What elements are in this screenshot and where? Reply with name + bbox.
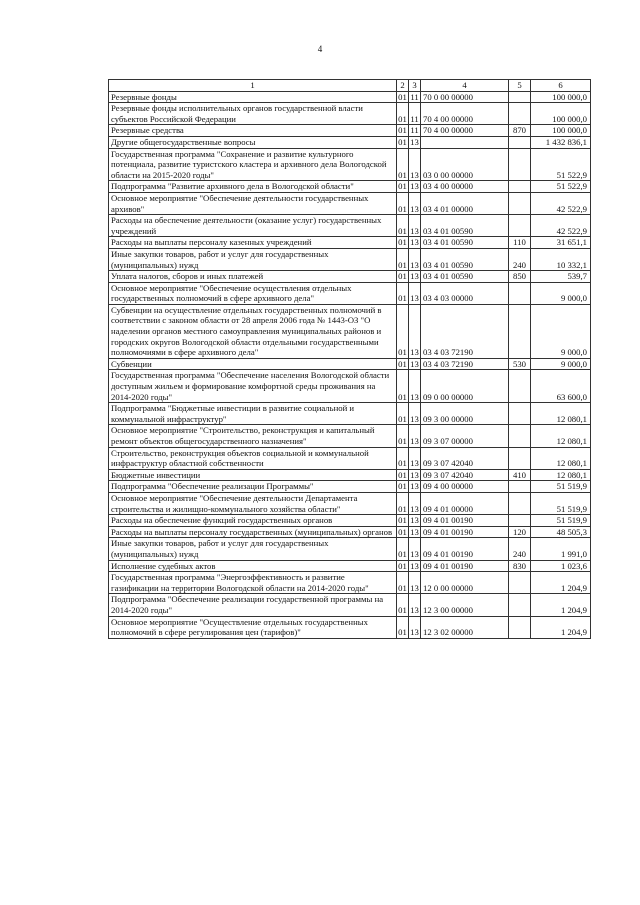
row-expense-type-cell <box>509 215 531 237</box>
row-subsection-cell: 13 <box>409 148 421 181</box>
table-row <box>109 447 591 469</box>
row-target-code-cell: 03 4 00 00000 <box>421 181 509 193</box>
row-amount-cell: 48 505,3 <box>531 526 591 538</box>
row-section-cell: 01 <box>397 616 409 638</box>
table-row <box>109 125 591 137</box>
row-amount-cell: 51 522,9 <box>531 148 591 181</box>
row-subsection-cell: 13 <box>409 616 421 638</box>
row-expense-type-cell <box>509 403 531 425</box>
row-target-code-cell: 09 4 01 00190 <box>421 526 509 538</box>
row-amount-cell: 539,7 <box>531 271 591 283</box>
row-expense-type-cell <box>509 492 531 514</box>
row-expense-type-cell <box>509 136 531 148</box>
row-section-cell: 01 <box>398 125 407 136</box>
table-row <box>109 425 591 447</box>
header-cell: 6 <box>531 80 591 92</box>
row-name-cell: Подпрограмма "Обеспечение реализации государственной программы на 2014-2020 годы" <box>109 594 397 616</box>
table-row <box>109 237 591 249</box>
row-section-cell: 01 <box>398 481 407 492</box>
row-expense-type-cell <box>509 616 531 638</box>
row-target-code-cell <box>421 136 509 148</box>
row-expense-type-cell <box>509 594 531 616</box>
row-name-cell: Расходы на обеспечение функций государственных органов <box>109 515 397 527</box>
row-expense-type-cell <box>509 91 531 103</box>
row-name-cell: Государственная программа "Обеспечение населения Вологодской области доступным жильем и формирование комфортной среды проживания на 2014-2020 годы" <box>109 370 397 403</box>
page-number: 4 <box>317 44 323 54</box>
table-row <box>109 403 591 425</box>
row-amount-cell: 9 000,0 <box>531 282 591 304</box>
row-section-cell: 01 <box>398 91 407 102</box>
row-name-cell: Государственная программа "Энергоэффективность и развитие газификации на территории Вологодской области на 2014-2020 годы" <box>109 572 397 594</box>
row-subsection-cell: 13 <box>410 481 419 492</box>
table-row <box>109 181 591 193</box>
row-subsection-cell: 13 <box>410 526 419 537</box>
row-subsection-cell: 13 <box>410 358 419 369</box>
table-row <box>109 481 591 493</box>
row-amount-cell: 51 522,9 <box>531 181 591 193</box>
row-name-cell: Подпрограмма "Развитие архивного дела в Вологодской области" <box>109 181 397 193</box>
row-amount-cell: 1 991,0 <box>531 538 591 560</box>
row-expense-type-cell <box>509 425 531 447</box>
header-cell: 3 <box>409 80 421 92</box>
table-row <box>109 469 591 481</box>
row-amount-cell: 9 000,0 <box>531 358 591 370</box>
row-subsection-cell: 13 <box>409 425 421 447</box>
row-section-cell: 01 <box>397 572 409 594</box>
row-amount-cell: 12 080,1 <box>531 469 591 481</box>
row-subsection-cell: 13 <box>410 560 419 571</box>
row-target-code-cell: 70 4 00 00000 <box>421 103 509 125</box>
header-cell: 1 <box>109 80 397 92</box>
row-name-cell: Основное мероприятие "Осуществление отдельных государственных полномочий в сфере регулирования цен (тарифов)" <box>109 616 397 638</box>
row-amount-cell: 42 522,9 <box>531 192 591 214</box>
row-amount-cell: 100 000,0 <box>531 91 591 103</box>
row-target-code-cell: 09 0 00 00000 <box>421 370 509 403</box>
row-target-code-cell: 12 3 00 00000 <box>421 594 509 616</box>
row-section-cell: 01 <box>397 192 409 214</box>
row-expense-type-cell: 530 <box>509 358 531 370</box>
row-section-cell: 01 <box>398 181 407 192</box>
row-name-cell: Расходы на выплаты персоналу казенных учреждений <box>109 237 397 249</box>
row-target-code-cell: 12 0 00 00000 <box>421 572 509 594</box>
row-subsection-cell: 13 <box>410 237 419 248</box>
row-section-cell: 01 <box>397 447 409 469</box>
row-target-code-cell: 03 4 01 00590 <box>421 248 509 270</box>
row-subsection-cell: 13 <box>409 215 421 237</box>
row-subsection-cell: 13 <box>410 136 419 147</box>
table-row <box>109 304 591 358</box>
row-subsection-cell: 11 <box>410 91 419 102</box>
row-expense-type-cell: 830 <box>509 560 531 572</box>
table-row <box>109 148 591 181</box>
table-row <box>109 192 591 214</box>
table-row <box>109 248 591 270</box>
row-name-cell: Исполнение судебных актов <box>109 560 397 572</box>
row-amount-cell: 12 080,1 <box>531 447 591 469</box>
row-subsection-cell: 13 <box>409 304 421 358</box>
row-subsection-cell: 13 <box>410 469 419 480</box>
row-name-cell: Субвенции <box>109 358 397 370</box>
header-row <box>109 80 591 92</box>
row-expense-type-cell <box>509 304 531 358</box>
row-amount-cell: 9 000,0 <box>531 304 591 358</box>
table-row <box>109 515 591 527</box>
row-name-cell: Строительство, реконструкция объектов социальной и коммунальной инфраструктур областной собственности <box>109 447 397 469</box>
row-name-cell: Основное мероприятие "Обеспечение деятельности Департамента строительства и жилищно-коммунального хозяйства области" <box>109 492 397 514</box>
row-name-cell: Иные закупки товаров, работ и услуг для государственных (муниципальных) нужд <box>109 538 397 560</box>
row-subsection-cell: 13 <box>410 271 419 282</box>
row-name-cell: Расходы на выплаты персоналу государственных (муниципальных) органов <box>109 526 397 538</box>
row-amount-cell: 100 000,0 <box>531 125 591 137</box>
row-subsection-cell: 13 <box>409 538 421 560</box>
row-name-cell: Иные закупки товаров, работ и услуг для государственных (муниципальных) нужд <box>109 248 397 270</box>
row-subsection-cell: 13 <box>409 572 421 594</box>
row-target-code-cell: 03 0 00 00000 <box>421 148 509 181</box>
row-target-code-cell: 09 4 01 00000 <box>421 492 509 514</box>
row-name-cell: Резервные фонды исполнительных органов государственной власти субъектов Российской Федерации <box>109 103 397 125</box>
row-amount-cell: 10 332,1 <box>531 248 591 270</box>
table-row <box>109 572 591 594</box>
row-subsection-cell: 13 <box>409 594 421 616</box>
row-expense-type-cell: 110 <box>509 237 531 249</box>
row-target-code-cell: 09 3 07 00000 <box>421 425 509 447</box>
row-amount-cell: 1 204,9 <box>531 594 591 616</box>
row-amount-cell: 51 519,9 <box>531 515 591 527</box>
table-row <box>109 136 591 148</box>
row-amount-cell: 42 522,9 <box>531 215 591 237</box>
header-cell: 4 <box>421 80 509 92</box>
table-row <box>109 594 591 616</box>
row-target-code-cell: 09 3 07 42040 <box>421 469 509 481</box>
row-section-cell: 01 <box>398 469 407 480</box>
row-subsection-cell: 13 <box>409 447 421 469</box>
row-amount-cell: 12 080,1 <box>531 403 591 425</box>
row-expense-type-cell <box>509 148 531 181</box>
budget-table <box>108 79 591 639</box>
row-expense-type-cell <box>509 515 531 527</box>
row-target-code-cell: 09 3 00 00000 <box>421 403 509 425</box>
row-name-cell: Основное мероприятие "Строительство, реконструкция и капитальный ремонт объектов общегосударственного назначения" <box>109 425 397 447</box>
row-section-cell: 01 <box>398 358 407 369</box>
row-section-cell: 01 <box>398 136 407 147</box>
table-row <box>109 103 591 125</box>
row-subsection-cell: 13 <box>409 282 421 304</box>
row-expense-type-cell <box>509 282 531 304</box>
row-expense-type-cell <box>509 447 531 469</box>
row-subsection-cell: 13 <box>410 515 419 526</box>
row-subsection-cell: 13 <box>409 492 421 514</box>
row-target-code-cell: 70 4 00 00000 <box>421 125 509 137</box>
row-target-code-cell: 12 3 02 00000 <box>421 616 509 638</box>
row-amount-cell: 51 519,9 <box>531 492 591 514</box>
row-subsection-cell: 13 <box>409 370 421 403</box>
row-section-cell: 01 <box>397 370 409 403</box>
table-row <box>109 271 591 283</box>
row-amount-cell: 12 080,1 <box>531 425 591 447</box>
row-section-cell: 01 <box>398 526 407 537</box>
row-section-cell: 01 <box>397 403 409 425</box>
row-expense-type-cell <box>509 103 531 125</box>
row-name-cell: Расходы на обеспечение деятельности (оказание услуг) государственных учреждений <box>109 215 397 237</box>
row-section-cell: 01 <box>397 538 409 560</box>
row-name-cell: Резервные фонды <box>109 91 397 103</box>
table-row <box>109 215 591 237</box>
row-section-cell: 01 <box>397 248 409 270</box>
row-section-cell: 01 <box>397 282 409 304</box>
row-section-cell: 01 <box>398 237 407 248</box>
row-amount-cell: 1 204,9 <box>531 616 591 638</box>
header-cell: 2 <box>397 80 409 92</box>
row-target-code-cell: 03 4 01 00590 <box>421 215 509 237</box>
row-target-code-cell: 09 4 01 00190 <box>421 538 509 560</box>
row-target-code-cell: 03 4 03 00000 <box>421 282 509 304</box>
row-expense-type-cell <box>509 192 531 214</box>
row-subsection-cell: 11 <box>409 103 421 125</box>
row-section-cell: 01 <box>397 103 409 125</box>
row-target-code-cell: 03 4 03 72190 <box>421 358 509 370</box>
row-section-cell: 01 <box>398 515 407 526</box>
row-name-cell: Резервные средства <box>109 125 397 137</box>
row-name-cell: Бюджетные инвестиции <box>109 469 397 481</box>
row-amount-cell: 63 600,0 <box>531 370 591 403</box>
row-target-code-cell: 03 4 01 00590 <box>421 271 509 283</box>
row-expense-type-cell: 120 <box>509 526 531 538</box>
row-expense-type-cell <box>509 181 531 193</box>
table-row <box>109 370 591 403</box>
row-expense-type-cell: 240 <box>509 538 531 560</box>
table-row <box>109 282 591 304</box>
row-expense-type-cell <box>509 481 531 493</box>
row-amount-cell: 1 432 836,1 <box>531 136 591 148</box>
row-expense-type-cell <box>509 370 531 403</box>
table-row <box>109 616 591 638</box>
row-subsection-cell: 13 <box>409 192 421 214</box>
row-subsection-cell: 13 <box>409 248 421 270</box>
row-section-cell: 01 <box>397 492 409 514</box>
row-target-code-cell: 03 4 01 00590 <box>421 237 509 249</box>
row-name-cell: Основное мероприятие "Обеспечение осуществления отдельных государственных полномочий в сфере архивного дела" <box>109 282 397 304</box>
row-name-cell: Другие общегосударственные вопросы <box>109 136 397 148</box>
row-section-cell: 01 <box>398 271 407 282</box>
row-amount-cell: 51 519,9 <box>531 481 591 493</box>
table-row <box>109 91 591 103</box>
row-name-cell: Субвенции на осуществление отдельных государственных полномочий в соответствии с законом области от 28 апреля 2006 года № 1443-ОЗ "О наделении органов местного самоуправления муниципальных районов и городских округов Вологодской области отдельными государственными полномочиями в сфере архивного дела" <box>109 304 397 358</box>
row-subsection-cell: 13 <box>409 403 421 425</box>
row-target-code-cell: 09 3 07 42040 <box>421 447 509 469</box>
row-section-cell: 01 <box>397 215 409 237</box>
row-target-code-cell: 09 4 01 00190 <box>421 515 509 527</box>
row-amount-cell: 100 000,0 <box>531 103 591 125</box>
row-subsection-cell: 11 <box>410 125 419 136</box>
table-row <box>109 492 591 514</box>
row-name-cell: Государственная программа "Сохранение и развитие культурного потенциала, развитие туристского кластера и архивного дела Вологодской области на 2015-2020 годы" <box>109 148 397 181</box>
row-section-cell: 01 <box>397 304 409 358</box>
row-name-cell: Основное мероприятие "Обеспечение деятельности государственных архивов" <box>109 192 397 214</box>
row-name-cell: Подпрограмма "Обеспечение реализации Программы" <box>109 481 397 493</box>
row-name-cell: Уплата налогов, сборов и иных платежей <box>109 271 397 283</box>
table-row <box>109 526 591 538</box>
row-expense-type-cell: 240 <box>509 248 531 270</box>
row-section-cell: 01 <box>397 425 409 447</box>
table-row <box>109 538 591 560</box>
row-section-cell: 01 <box>398 560 407 571</box>
header-cell: 5 <box>509 80 531 92</box>
row-expense-type-cell: 850 <box>509 271 531 283</box>
row-name-cell: Подпрограмма "Бюджетные инвестиции в развитие социальной и коммунальной инфраструктур" <box>109 403 397 425</box>
row-section-cell: 01 <box>397 148 409 181</box>
row-expense-type-cell <box>509 572 531 594</box>
row-target-code-cell: 03 4 03 72190 <box>421 304 509 358</box>
row-target-code-cell: 03 4 01 00000 <box>421 192 509 214</box>
row-expense-type-cell: 410 <box>509 469 531 481</box>
row-target-code-cell: 09 4 00 00000 <box>421 481 509 493</box>
row-expense-type-cell: 870 <box>509 125 531 137</box>
row-amount-cell: 1 204,9 <box>531 572 591 594</box>
row-target-code-cell: 70 0 00 00000 <box>421 91 509 103</box>
table-row <box>109 560 591 572</box>
row-section-cell: 01 <box>397 594 409 616</box>
row-subsection-cell: 13 <box>410 181 419 192</box>
row-target-code-cell: 09 4 01 00190 <box>421 560 509 572</box>
table-row <box>109 358 591 370</box>
row-amount-cell: 31 651,1 <box>531 237 591 249</box>
row-amount-cell: 1 023,6 <box>531 560 591 572</box>
